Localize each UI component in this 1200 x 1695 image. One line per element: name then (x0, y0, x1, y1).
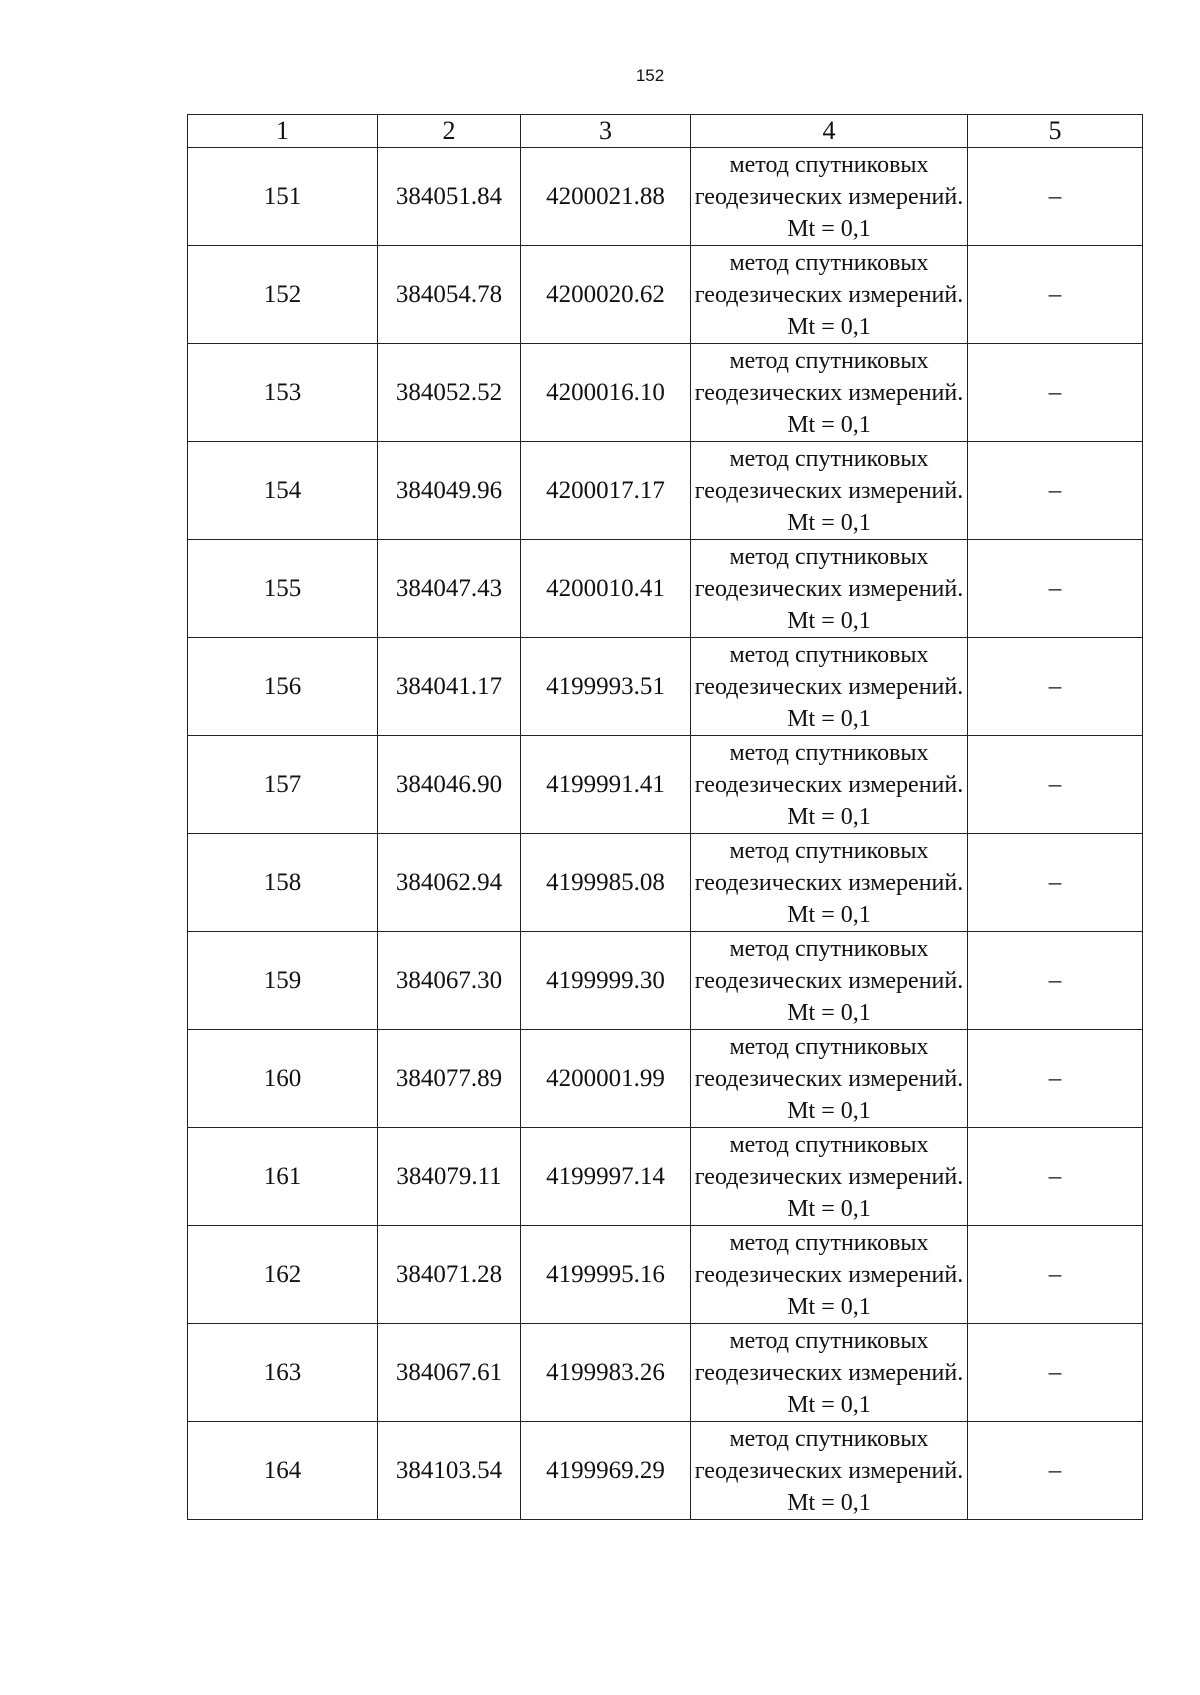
y-coordinate-cell: 4199995.16 (521, 1226, 691, 1324)
point-number-cell: 152 (188, 246, 378, 344)
point-number-cell: 164 (188, 1422, 378, 1520)
x-coordinate-cell: 384077.89 (378, 1030, 521, 1128)
table-row (188, 1422, 1143, 1520)
x-coordinate-cell: 384047.43 (378, 540, 521, 638)
method-cell: метод спутниковых геодезических измерений. Mt = 0,1 (691, 148, 968, 246)
method-cell: метод спутниковых геодезических измерений. Mt = 0,1 (691, 1128, 968, 1226)
table-row (188, 1030, 1143, 1128)
method-cell: метод спутниковых геодезических измерений. Mt = 0,1 (691, 246, 968, 344)
y-coordinate-cell: 4200020.62 (521, 246, 691, 344)
note-cell: – (968, 540, 1143, 638)
column-header-3: 3 (521, 115, 691, 148)
point-number-cell: 155 (188, 540, 378, 638)
table-body (188, 148, 1143, 1520)
method-cell: метод спутниковых геодезических измерений. Mt = 0,1 (691, 1030, 968, 1128)
note-cell: – (968, 1030, 1143, 1128)
point-number-cell: 162 (188, 1226, 378, 1324)
note-cell: – (968, 1226, 1143, 1324)
method-cell: метод спутниковых геодезических измерений. Mt = 0,1 (691, 736, 968, 834)
method-cell: метод спутниковых геодезических измерений. Mt = 0,1 (691, 344, 968, 442)
note-cell: – (968, 246, 1143, 344)
note-cell: – (968, 344, 1143, 442)
table-row (188, 638, 1143, 736)
table-row (188, 148, 1143, 246)
method-cell: метод спутниковых геодезических измерений. Mt = 0,1 (691, 638, 968, 736)
x-coordinate-cell: 384079.11 (378, 1128, 521, 1226)
table-row (188, 442, 1143, 540)
point-number-cell: 154 (188, 442, 378, 540)
x-coordinate-cell: 384103.54 (378, 1422, 521, 1520)
table-row (188, 834, 1143, 932)
x-coordinate-cell: 384052.52 (378, 344, 521, 442)
y-coordinate-cell: 4200017.17 (521, 442, 691, 540)
note-cell: – (968, 736, 1143, 834)
x-coordinate-cell: 384067.30 (378, 932, 521, 1030)
point-number-cell: 157 (188, 736, 378, 834)
y-coordinate-cell: 4199999.30 (521, 932, 691, 1030)
y-coordinate-cell: 4200010.41 (521, 540, 691, 638)
point-number-cell: 160 (188, 1030, 378, 1128)
y-coordinate-cell: 4199991.41 (521, 736, 691, 834)
table-row (188, 1226, 1143, 1324)
note-cell: – (968, 1324, 1143, 1422)
table-row (188, 932, 1143, 1030)
method-cell: метод спутниковых геодезических измерений. Mt = 0,1 (691, 1226, 968, 1324)
table-row (188, 540, 1143, 638)
note-cell: – (968, 148, 1143, 246)
note-cell: – (968, 1422, 1143, 1520)
note-cell: – (968, 638, 1143, 736)
note-cell: – (968, 834, 1143, 932)
note-cell: – (968, 442, 1143, 540)
point-number-cell: 151 (188, 148, 378, 246)
page-number: 152 (635, 66, 665, 85)
point-number-cell: 161 (188, 1128, 378, 1226)
method-cell: метод спутниковых геодезических измерений. Mt = 0,1 (691, 442, 968, 540)
column-header-1: 1 (188, 115, 378, 148)
x-coordinate-cell: 384054.78 (378, 246, 521, 344)
y-coordinate-cell: 4200001.99 (521, 1030, 691, 1128)
y-coordinate-cell: 4199993.51 (521, 638, 691, 736)
table-header-row (188, 115, 1143, 148)
y-coordinate-cell: 4199985.08 (521, 834, 691, 932)
note-cell: – (968, 1128, 1143, 1226)
point-number-cell: 159 (188, 932, 378, 1030)
x-coordinate-cell: 384046.90 (378, 736, 521, 834)
x-coordinate-cell: 384071.28 (378, 1226, 521, 1324)
y-coordinate-cell: 4200021.88 (521, 148, 691, 246)
y-coordinate-cell: 4199983.26 (521, 1324, 691, 1422)
method-cell: метод спутниковых геодезических измерений. Mt = 0,1 (691, 1324, 968, 1422)
y-coordinate-cell: 4200016.10 (521, 344, 691, 442)
table-row (188, 1324, 1143, 1422)
method-cell: метод спутниковых геодезических измерений. Mt = 0,1 (691, 834, 968, 932)
table-row (188, 736, 1143, 834)
point-number-cell: 158 (188, 834, 378, 932)
method-cell: метод спутниковых геодезических измерений. Mt = 0,1 (691, 1422, 968, 1520)
point-number-cell: 163 (188, 1324, 378, 1422)
note-cell: – (968, 932, 1143, 1030)
table-row (188, 1128, 1143, 1226)
y-coordinate-cell: 4199969.29 (521, 1422, 691, 1520)
point-number-cell: 156 (188, 638, 378, 736)
table-row (188, 344, 1143, 442)
column-header-4: 4 (691, 115, 968, 148)
x-coordinate-cell: 384067.61 (378, 1324, 521, 1422)
x-coordinate-cell: 384049.96 (378, 442, 521, 540)
x-coordinate-cell: 384062.94 (378, 834, 521, 932)
column-header-5: 5 (968, 115, 1143, 148)
column-header-2: 2 (378, 115, 521, 148)
x-coordinate-cell: 384041.17 (378, 638, 521, 736)
point-number-cell: 153 (188, 344, 378, 442)
coordinates-table (187, 114, 1143, 1520)
x-coordinate-cell: 384051.84 (378, 148, 521, 246)
y-coordinate-cell: 4199997.14 (521, 1128, 691, 1226)
method-cell: метод спутниковых геодезических измерений. Mt = 0,1 (691, 932, 968, 1030)
table-row (188, 246, 1143, 344)
method-cell: метод спутниковых геодезических измерений. Mt = 0,1 (691, 540, 968, 638)
